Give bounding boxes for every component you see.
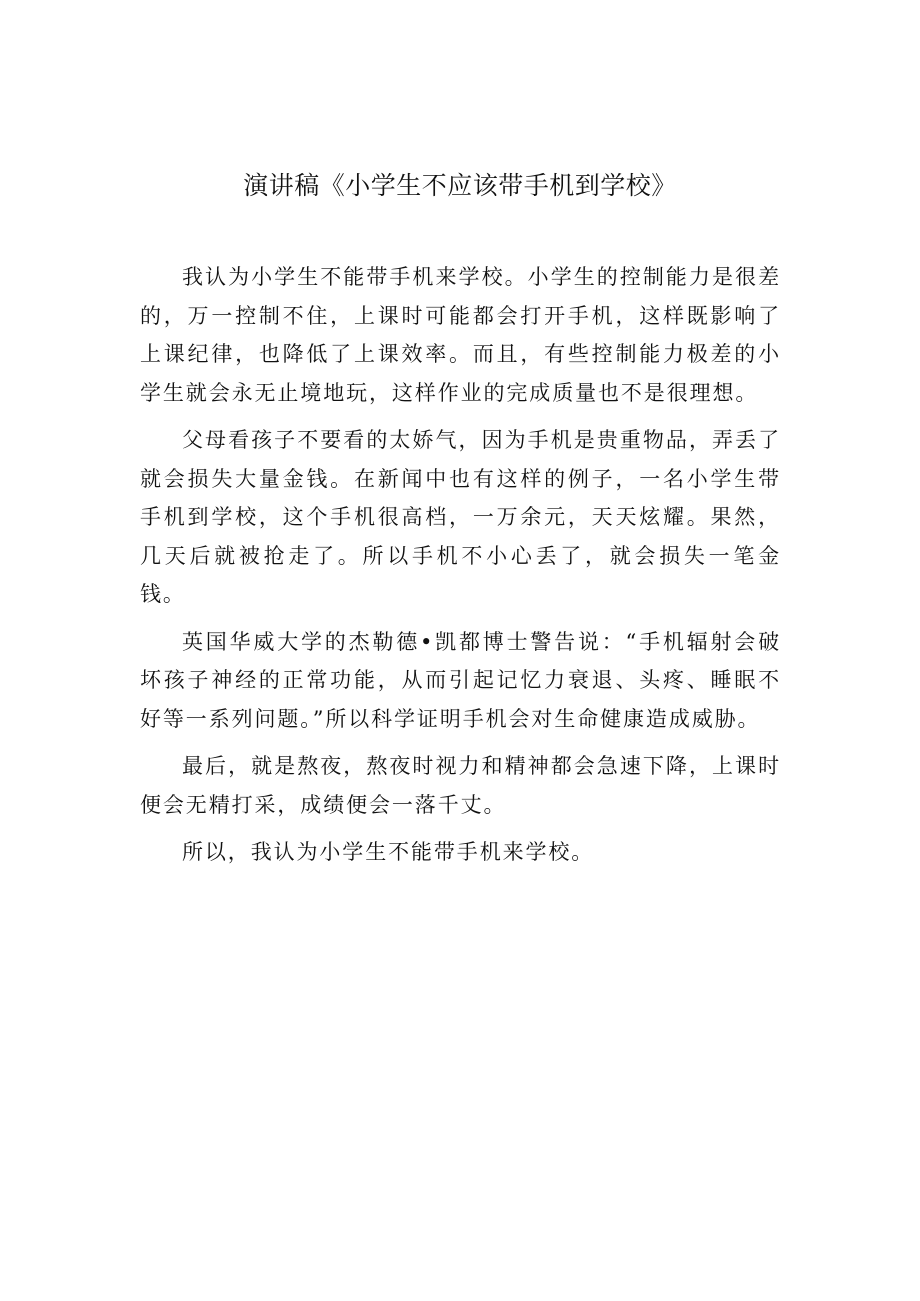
document-body (140, 258, 781, 881)
paragraph-3: 英国华威大学的杰勒德•凯都博士警告说：“手机辐射会破坏孩子神经的正常功能，从而引起记忆力衰退、头疼、睡眠不好等一系列问题。”所以科学证明手机会对生命健康造成威胁。 (140, 629, 781, 731)
paragraph-2: 父母看孩子不要看的太娇气，因为手机是贵重物品，弄丢了就会损失大量金钱。在新闻中也有这样的例子，一名小学生带手机到学校，这个手机很高档，一万余元，天天炫耀。果然，几天后就被抢走了。所以手机不小心丢了，就会损失一笔金钱。 (140, 428, 781, 606)
document-title: 演讲稿《小学生不应该带手机到学校》 (243, 171, 677, 200)
paragraph-5: 所以，我认为小学生不能带手机来学校。 (182, 840, 595, 864)
paragraph-1: 我认为小学生不能带手机来学校。小学生的控制能力是很差的，万一控制不住，上课时可能都会打开手机，这样既影响了上课纪律，也降低了上课效率。而且，有些控制能力极差的小学生就会永无止境地玩，这样作业的完成质量也不是很理想。 (140, 265, 781, 405)
paragraph-4: 最后，就是熬夜，熬夜时视力和精神都会急速下降，上课时便会无精打采，成绩便会一落千丈。 (140, 754, 781, 817)
